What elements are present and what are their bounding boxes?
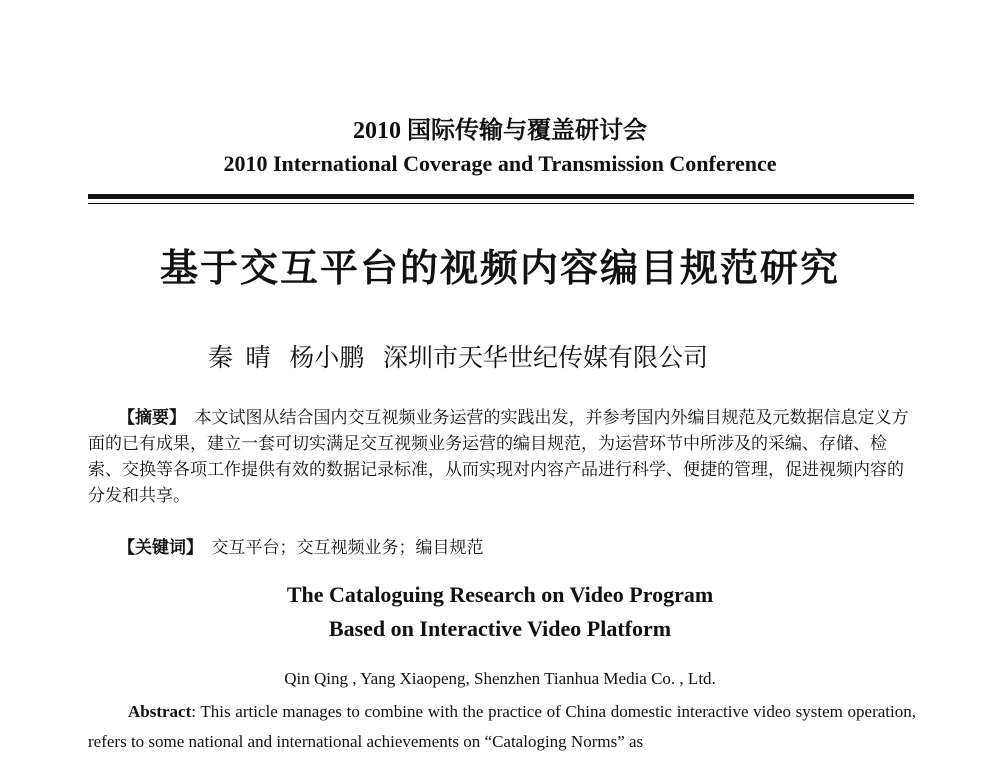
conference-title-cn: 2010 国际传输与覆盖研讨会	[353, 118, 647, 144]
keywords-cn-label: 【关键词】	[118, 538, 203, 558]
paper-title-en-line1: The Cataloguing Research on Video Program	[286, 582, 714, 607]
abstract-en-label: Abstract	[128, 702, 192, 721]
paper-title-cn: 基于交互平台的视频内容编目规范研究	[159, 246, 840, 290]
header-rule-thick	[88, 194, 914, 199]
abstract-cn-label: 【摘要】	[118, 408, 186, 428]
header-rule-thin	[88, 203, 914, 204]
abstract-en-separator: :	[191, 702, 201, 721]
paper-title-en-line2: Based on Interactive Video Platform	[328, 616, 672, 641]
abstract-en-text: This article manages to combine with the practice of China domestic interactive video system operation, refers to some national and international achievements on “Cataloging Norms” as	[88, 702, 916, 751]
authors-en: Qin Qing , Yang Xiaopeng, Shenzhen Tianhua Media Co. , Ltd.	[284, 669, 716, 688]
keywords-cn	[118, 535, 916, 561]
abstract-cn	[88, 405, 916, 509]
abstract-cn-text: 本文试图从结合国内交互视频业务运营的实践出发，并参考国内外编目规范及元数据信息定义方面的已有成果，建立一套可切实满足交互视频业务运营的编目规范，为运营环节中所涉及的采编、存储、检索、交换等各项工作提供有效的数据记录标准，从而实现对内容产品进行科学、便捷的管理，促进视频内容的分发和共享。	[88, 408, 909, 505]
keywords-cn-text: 交互平台；交互视频业务；编目规范	[211, 538, 484, 557]
paper-title-en	[0, 578, 1000, 646]
authors-cn: 秦 晴 杨小鹏 深圳市天华世纪传媒有限公司	[208, 345, 709, 372]
conference-title-en: 2010 International Coverage and Transmission Conference	[223, 151, 777, 176]
abstract-en	[88, 697, 916, 757]
